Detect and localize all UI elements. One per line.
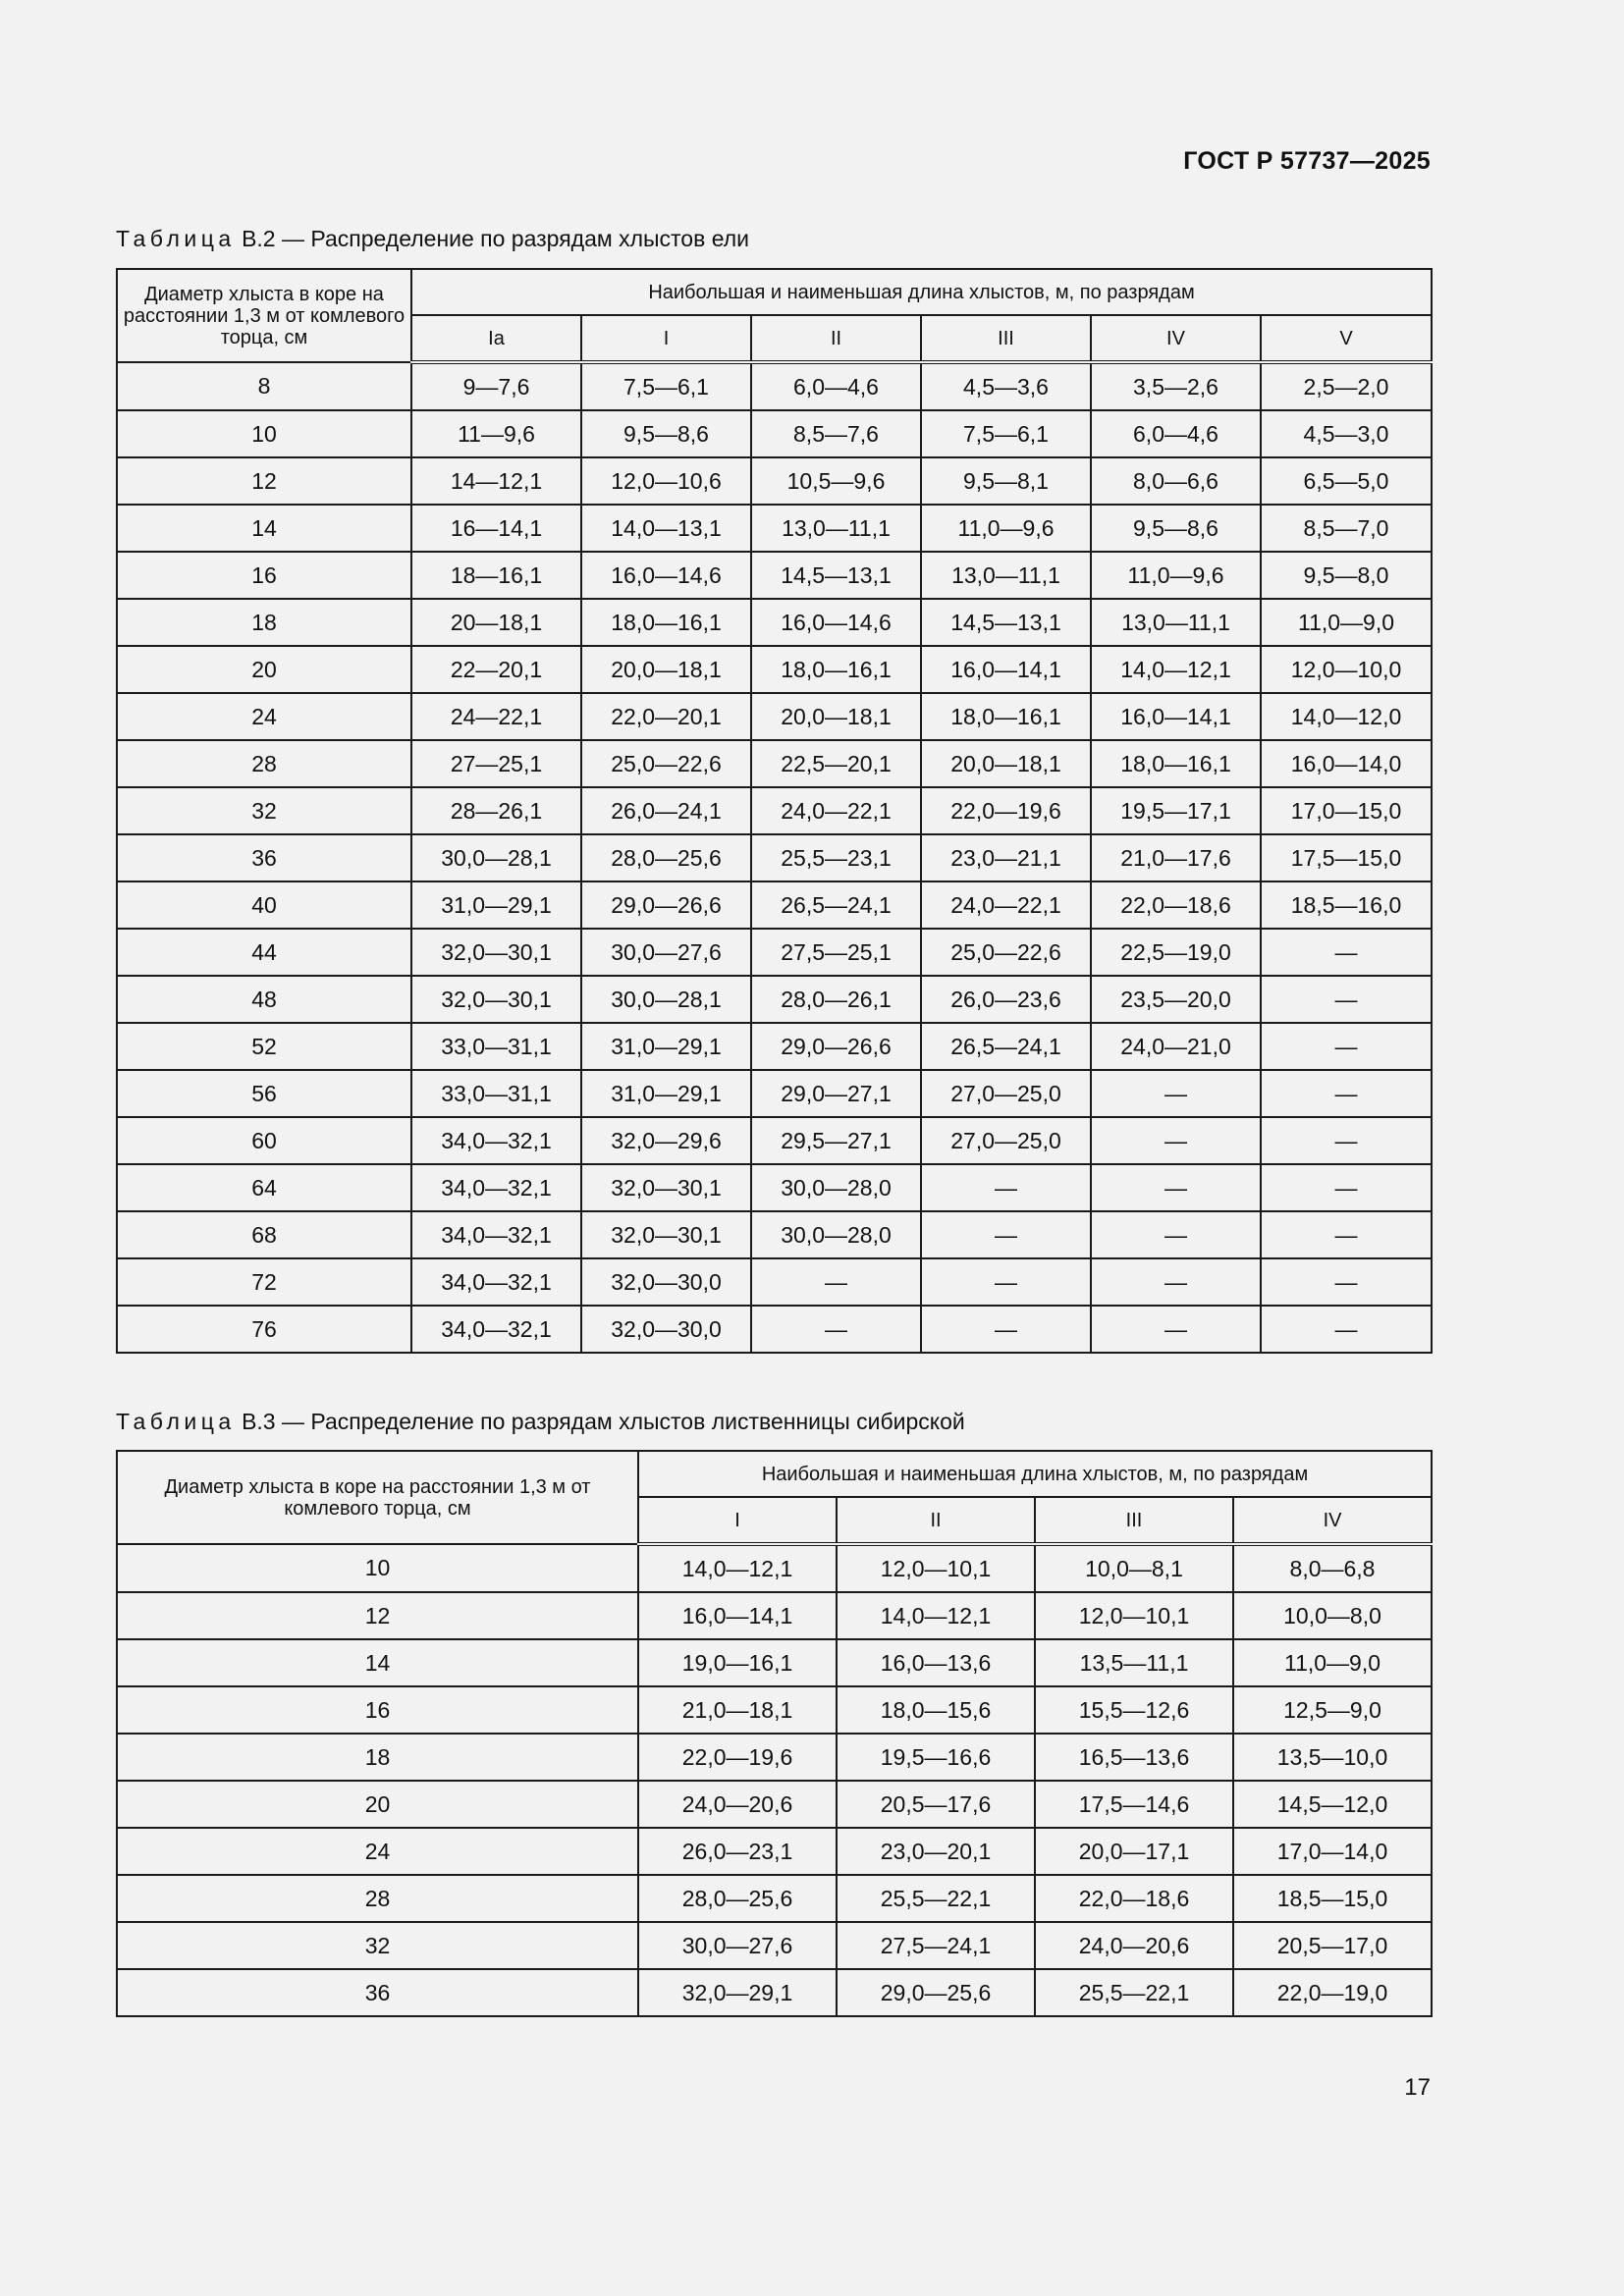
length-range-cell: 16,0—14,6 bbox=[751, 599, 921, 646]
length-range-cell: 20,0—17,1 bbox=[1035, 1828, 1233, 1875]
length-range-cell: 22,0—20,1 bbox=[581, 693, 751, 740]
length-range-cell: 33,0—31,1 bbox=[411, 1070, 581, 1117]
class-header-v: V bbox=[1261, 315, 1432, 362]
length-range-cell: 31,0—29,1 bbox=[581, 1070, 751, 1117]
table-b3-body bbox=[117, 1544, 1432, 2016]
diameter-cell: 32 bbox=[117, 1922, 638, 1969]
diameter-cell: 20 bbox=[117, 646, 411, 693]
length-range-cell: — bbox=[1091, 1306, 1261, 1353]
diameter-cell: 18 bbox=[117, 1734, 638, 1781]
diameter-cell: 8 bbox=[117, 362, 411, 410]
length-range-cell: 32,0—30,0 bbox=[581, 1258, 751, 1306]
table-row bbox=[117, 787, 1432, 834]
length-range-cell: 33,0—31,1 bbox=[411, 1023, 581, 1070]
table-row bbox=[117, 1875, 1432, 1922]
length-range-cell: 13,5—11,1 bbox=[1035, 1639, 1233, 1686]
length-range-cell: 28,0—26,1 bbox=[751, 976, 921, 1023]
page-number: 17 bbox=[1404, 2074, 1431, 2101]
diameter-cell: 44 bbox=[117, 929, 411, 976]
table-row bbox=[117, 1781, 1432, 1828]
length-range-cell: 27,5—24,1 bbox=[837, 1922, 1035, 1969]
length-range-cell: — bbox=[751, 1306, 921, 1353]
diameter-cell: 56 bbox=[117, 1070, 411, 1117]
table-row bbox=[117, 1592, 1432, 1639]
length-range-cell: 18,5—15,0 bbox=[1233, 1875, 1432, 1922]
table-row bbox=[117, 1258, 1432, 1306]
length-range-cell: 18,5—16,0 bbox=[1261, 881, 1432, 929]
length-range-cell: 16—14,1 bbox=[411, 505, 581, 552]
diameter-cell: 28 bbox=[117, 1875, 638, 1922]
length-range-cell: — bbox=[1261, 1117, 1432, 1164]
length-range-cell: 16,5—13,6 bbox=[1035, 1734, 1233, 1781]
length-range-cell: — bbox=[1091, 1211, 1261, 1258]
table-row bbox=[117, 929, 1432, 976]
class-header-ia: Ia bbox=[411, 315, 581, 362]
length-range-cell: 8,5—7,0 bbox=[1261, 505, 1432, 552]
length-range-cell: 20,0—18,1 bbox=[921, 740, 1091, 787]
diameter-column-header: Диаметр хлыста в коре на расстоянии 1,3 м от комлевого торца, см bbox=[117, 269, 411, 362]
diameter-cell: 68 bbox=[117, 1211, 411, 1258]
table-b3 bbox=[116, 1450, 1433, 2017]
length-range-cell: 10,0—8,0 bbox=[1233, 1592, 1432, 1639]
table-row bbox=[117, 834, 1432, 881]
length-range-cell: 11,0—9,0 bbox=[1233, 1639, 1432, 1686]
length-range-cell: 14,0—13,1 bbox=[581, 505, 751, 552]
length-range-cell: 16,0—14,6 bbox=[581, 552, 751, 599]
table-row bbox=[117, 410, 1432, 457]
length-range-cell: 17,5—15,0 bbox=[1261, 834, 1432, 881]
length-range-cell: — bbox=[921, 1258, 1091, 1306]
length-range-cell: — bbox=[921, 1164, 1091, 1211]
length-range-cell: 25,5—22,1 bbox=[837, 1875, 1035, 1922]
length-range-cell: 24,0—20,6 bbox=[638, 1781, 837, 1828]
length-range-cell: 28—26,1 bbox=[411, 787, 581, 834]
length-range-cell: 30,0—28,0 bbox=[751, 1164, 921, 1211]
length-range-cell: 9,5—8,0 bbox=[1261, 552, 1432, 599]
length-range-cell: 17,0—14,0 bbox=[1233, 1828, 1432, 1875]
length-range-cell: 22,0—18,6 bbox=[1035, 1875, 1233, 1922]
length-range-cell: — bbox=[921, 1306, 1091, 1353]
length-range-cell: 23,5—20,0 bbox=[1091, 976, 1261, 1023]
table-row bbox=[117, 1969, 1432, 2016]
table-row bbox=[117, 1686, 1432, 1734]
length-range-cell: 25,5—23,1 bbox=[751, 834, 921, 881]
length-range-cell: 12,0—10,0 bbox=[1261, 646, 1432, 693]
length-range-cell: 27,0—25,0 bbox=[921, 1117, 1091, 1164]
table-b3-caption-label: Таблица bbox=[116, 1409, 236, 1434]
diameter-column-header: Диаметр хлыста в коре на расстоянии 1,3 м от комлевого торца, см bbox=[117, 1451, 638, 1544]
length-range-cell: 8,5—7,6 bbox=[751, 410, 921, 457]
diameter-cell: 10 bbox=[117, 1544, 638, 1592]
length-range-cell: 30,0—28,1 bbox=[581, 976, 751, 1023]
table-row bbox=[117, 599, 1432, 646]
length-range-cell: 14,5—13,1 bbox=[921, 599, 1091, 646]
length-range-cell: 32,0—30,1 bbox=[411, 929, 581, 976]
length-range-cell: 32,0—30,1 bbox=[581, 1211, 751, 1258]
length-range-cell: 26,0—23,6 bbox=[921, 976, 1091, 1023]
table-row bbox=[117, 1639, 1432, 1686]
length-range-cell: 21,0—18,1 bbox=[638, 1686, 837, 1734]
table-b2-body bbox=[117, 362, 1432, 1353]
length-range-cell: 22,0—19,0 bbox=[1233, 1969, 1432, 2016]
length-range-cell: 18,0—15,6 bbox=[837, 1686, 1035, 1734]
length-range-cell: 14,0—12,1 bbox=[837, 1592, 1035, 1639]
length-range-cell: 9—7,6 bbox=[411, 362, 581, 410]
class-header-iii: III bbox=[921, 315, 1091, 362]
length-range-cell: 29,0—25,6 bbox=[837, 1969, 1035, 2016]
diameter-cell: 16 bbox=[117, 552, 411, 599]
table-b3-caption-text: В.3 — Распределение по разрядам хлыстов лиственницы сибирской bbox=[235, 1409, 965, 1434]
length-group-header: Наибольшая и наименьшая длина хлыстов, м, по разрядам bbox=[638, 1451, 1432, 1497]
length-range-cell: 30,0—28,1 bbox=[411, 834, 581, 881]
table-row bbox=[117, 646, 1432, 693]
length-range-cell: 29,5—27,1 bbox=[751, 1117, 921, 1164]
length-range-cell: 24,0—22,1 bbox=[751, 787, 921, 834]
table-b2 bbox=[116, 268, 1433, 1354]
length-range-cell: 16,0—13,6 bbox=[837, 1639, 1035, 1686]
length-range-cell: 26,5—24,1 bbox=[921, 1023, 1091, 1070]
length-range-cell: 14,5—13,1 bbox=[751, 552, 921, 599]
diameter-cell: 32 bbox=[117, 787, 411, 834]
table-row bbox=[117, 1922, 1432, 1969]
diameter-cell: 18 bbox=[117, 599, 411, 646]
length-range-cell: 13,0—11,1 bbox=[921, 552, 1091, 599]
length-range-cell: 18,0—16,1 bbox=[1091, 740, 1261, 787]
length-range-cell: 24,0—22,1 bbox=[921, 881, 1091, 929]
length-range-cell: 31,0—29,1 bbox=[581, 1023, 751, 1070]
length-range-cell: 18,0—16,1 bbox=[751, 646, 921, 693]
length-range-cell: 34,0—32,1 bbox=[411, 1211, 581, 1258]
diameter-cell: 10 bbox=[117, 410, 411, 457]
table-row bbox=[117, 1211, 1432, 1258]
length-range-cell: 23,0—21,1 bbox=[921, 834, 1091, 881]
length-range-cell: 4,5—3,0 bbox=[1261, 410, 1432, 457]
length-range-cell: 16,0—14,1 bbox=[638, 1592, 837, 1639]
length-range-cell: 29,0—27,1 bbox=[751, 1070, 921, 1117]
length-range-cell: — bbox=[1261, 1258, 1432, 1306]
length-range-cell: — bbox=[1261, 1164, 1432, 1211]
length-range-cell: 8,0—6,8 bbox=[1233, 1544, 1432, 1592]
table-b3-caption bbox=[116, 1409, 965, 1435]
table-row bbox=[117, 1544, 1432, 1592]
length-range-cell: — bbox=[1091, 1070, 1261, 1117]
table-row bbox=[117, 1117, 1432, 1164]
length-range-cell: 12,0—10,1 bbox=[837, 1544, 1035, 1592]
diameter-cell: 76 bbox=[117, 1306, 411, 1353]
length-range-cell: 32,0—29,6 bbox=[581, 1117, 751, 1164]
length-range-cell: 25,0—22,6 bbox=[921, 929, 1091, 976]
table-b2-caption bbox=[116, 226, 749, 252]
length-range-cell: — bbox=[1261, 1023, 1432, 1070]
class-header-ii: II bbox=[837, 1497, 1035, 1544]
length-range-cell: 19,5—17,1 bbox=[1091, 787, 1261, 834]
class-header-iii: III bbox=[1035, 1497, 1233, 1544]
table-b2-caption-text: В.2 — Распределение по разрядам хлыстов ели bbox=[235, 226, 750, 251]
length-range-cell: 30,0—28,0 bbox=[751, 1211, 921, 1258]
length-range-cell: 17,5—14,6 bbox=[1035, 1781, 1233, 1828]
length-range-cell: 13,0—11,1 bbox=[1091, 599, 1261, 646]
length-range-cell: 26,5—24,1 bbox=[751, 881, 921, 929]
length-range-cell: 22,0—19,6 bbox=[921, 787, 1091, 834]
length-range-cell: — bbox=[1261, 976, 1432, 1023]
length-range-cell: 15,5—12,6 bbox=[1035, 1686, 1233, 1734]
length-range-cell: 21,0—17,6 bbox=[1091, 834, 1261, 881]
length-range-cell: 22,0—19,6 bbox=[638, 1734, 837, 1781]
length-range-cell: 13,5—10,0 bbox=[1233, 1734, 1432, 1781]
length-range-cell: 8,0—6,6 bbox=[1091, 457, 1261, 505]
diameter-cell: 28 bbox=[117, 740, 411, 787]
length-range-cell: 25,5—22,1 bbox=[1035, 1969, 1233, 2016]
length-range-cell: 12,5—9,0 bbox=[1233, 1686, 1432, 1734]
length-range-cell: 26,0—24,1 bbox=[581, 787, 751, 834]
length-range-cell: 22,5—19,0 bbox=[1091, 929, 1261, 976]
table-row bbox=[117, 552, 1432, 599]
length-range-cell: 32,0—30,1 bbox=[581, 1164, 751, 1211]
length-range-cell: 32,0—30,0 bbox=[581, 1306, 751, 1353]
length-range-cell: 7,5—6,1 bbox=[921, 410, 1091, 457]
diameter-cell: 24 bbox=[117, 693, 411, 740]
length-range-cell: 14,5—12,0 bbox=[1233, 1781, 1432, 1828]
length-range-cell: 17,0—15,0 bbox=[1261, 787, 1432, 834]
length-range-cell: 9,5—8,1 bbox=[921, 457, 1091, 505]
table-row bbox=[117, 505, 1432, 552]
length-range-cell: 9,5—8,6 bbox=[581, 410, 751, 457]
table-row bbox=[117, 1164, 1432, 1211]
class-header-i: I bbox=[581, 315, 751, 362]
length-range-cell: 10,5—9,6 bbox=[751, 457, 921, 505]
length-range-cell: 11,0—9,0 bbox=[1261, 599, 1432, 646]
length-range-cell: 24,0—21,0 bbox=[1091, 1023, 1261, 1070]
length-range-cell: 6,0—4,6 bbox=[751, 362, 921, 410]
length-range-cell: 22,0—18,6 bbox=[1091, 881, 1261, 929]
length-range-cell: 18,0—16,1 bbox=[921, 693, 1091, 740]
length-range-cell: — bbox=[751, 1258, 921, 1306]
length-range-cell: 31,0—29,1 bbox=[411, 881, 581, 929]
length-range-cell: 6,0—4,6 bbox=[1091, 410, 1261, 457]
length-range-cell: 10,0—8,1 bbox=[1035, 1544, 1233, 1592]
diameter-cell: 36 bbox=[117, 1969, 638, 2016]
table-row bbox=[117, 976, 1432, 1023]
length-range-cell: 24,0—20,6 bbox=[1035, 1922, 1233, 1969]
length-range-cell: 34,0—32,1 bbox=[411, 1258, 581, 1306]
length-range-cell: 27,5—25,1 bbox=[751, 929, 921, 976]
length-range-cell: 22—20,1 bbox=[411, 646, 581, 693]
length-group-header: Наибольшая и наименьшая длина хлыстов, м, по разрядам bbox=[411, 269, 1432, 315]
length-range-cell: 14,0—12,1 bbox=[638, 1544, 837, 1592]
length-range-cell: 20,0—18,1 bbox=[581, 646, 751, 693]
length-range-cell: 20,5—17,0 bbox=[1233, 1922, 1432, 1969]
document-id: ГОСТ Р 57737—2025 bbox=[1183, 147, 1431, 175]
length-range-cell: 11,0—9,6 bbox=[1091, 552, 1261, 599]
length-range-cell: 14—12,1 bbox=[411, 457, 581, 505]
length-range-cell: 34,0—32,1 bbox=[411, 1306, 581, 1353]
length-range-cell: — bbox=[1261, 1070, 1432, 1117]
class-header-ii: II bbox=[751, 315, 921, 362]
table-row bbox=[117, 740, 1432, 787]
length-range-cell: — bbox=[1091, 1164, 1261, 1211]
length-range-cell: 13,0—11,1 bbox=[751, 505, 921, 552]
class-header-iv: IV bbox=[1091, 315, 1261, 362]
diameter-cell: 72 bbox=[117, 1258, 411, 1306]
length-range-cell: 14,0—12,1 bbox=[1091, 646, 1261, 693]
length-range-cell: 16,0—14,1 bbox=[921, 646, 1091, 693]
table-row bbox=[117, 693, 1432, 740]
length-range-cell: 19,0—16,1 bbox=[638, 1639, 837, 1686]
table-row bbox=[117, 1828, 1432, 1875]
length-range-cell: — bbox=[1261, 929, 1432, 976]
length-range-cell: 7,5—6,1 bbox=[581, 362, 751, 410]
table-row bbox=[117, 362, 1432, 410]
table-b2-caption-label: Таблица bbox=[116, 226, 236, 251]
diameter-cell: 40 bbox=[117, 881, 411, 929]
diameter-cell: 12 bbox=[117, 1592, 638, 1639]
diameter-cell: 52 bbox=[117, 1023, 411, 1070]
table-row bbox=[117, 881, 1432, 929]
length-range-cell: — bbox=[1261, 1211, 1432, 1258]
length-range-cell: 32,0—30,1 bbox=[411, 976, 581, 1023]
length-range-cell: — bbox=[1261, 1306, 1432, 1353]
diameter-cell: 20 bbox=[117, 1781, 638, 1828]
table-row bbox=[117, 1023, 1432, 1070]
length-range-cell: 4,5—3,6 bbox=[921, 362, 1091, 410]
length-range-cell: 29,0—26,6 bbox=[581, 881, 751, 929]
diameter-cell: 12 bbox=[117, 457, 411, 505]
length-range-cell: 20,5—17,6 bbox=[837, 1781, 1035, 1828]
table-row bbox=[117, 457, 1432, 505]
length-range-cell: 9,5—8,6 bbox=[1091, 505, 1261, 552]
length-range-cell: 34,0—32,1 bbox=[411, 1117, 581, 1164]
length-range-cell: 26,0—23,1 bbox=[638, 1828, 837, 1875]
length-range-cell: 27,0—25,0 bbox=[921, 1070, 1091, 1117]
diameter-cell: 36 bbox=[117, 834, 411, 881]
table-row bbox=[117, 1306, 1432, 1353]
length-range-cell: 19,5—16,6 bbox=[837, 1734, 1035, 1781]
length-range-cell: 12,0—10,1 bbox=[1035, 1592, 1233, 1639]
length-range-cell: 29,0—26,6 bbox=[751, 1023, 921, 1070]
length-range-cell: 30,0—27,6 bbox=[638, 1922, 837, 1969]
table-row bbox=[117, 1070, 1432, 1117]
length-range-cell: 27—25,1 bbox=[411, 740, 581, 787]
length-range-cell: 18—16,1 bbox=[411, 552, 581, 599]
table-row bbox=[117, 1734, 1432, 1781]
length-range-cell: 3,5—2,6 bbox=[1091, 362, 1261, 410]
length-range-cell: 22,5—20,1 bbox=[751, 740, 921, 787]
length-range-cell: 16,0—14,0 bbox=[1261, 740, 1432, 787]
diameter-cell: 60 bbox=[117, 1117, 411, 1164]
length-range-cell: 24—22,1 bbox=[411, 693, 581, 740]
length-range-cell: 28,0—25,6 bbox=[581, 834, 751, 881]
length-range-cell: 11—9,6 bbox=[411, 410, 581, 457]
length-range-cell: 14,0—12,0 bbox=[1261, 693, 1432, 740]
length-range-cell: 32,0—29,1 bbox=[638, 1969, 837, 2016]
length-range-cell: 6,5—5,0 bbox=[1261, 457, 1432, 505]
class-header-iv: IV bbox=[1233, 1497, 1432, 1544]
length-range-cell: 20—18,1 bbox=[411, 599, 581, 646]
length-range-cell: 34,0—32,1 bbox=[411, 1164, 581, 1211]
length-range-cell: — bbox=[1091, 1258, 1261, 1306]
length-range-cell: 16,0—14,1 bbox=[1091, 693, 1261, 740]
length-range-cell: 25,0—22,6 bbox=[581, 740, 751, 787]
diameter-cell: 14 bbox=[117, 1639, 638, 1686]
length-range-cell: — bbox=[1091, 1117, 1261, 1164]
length-range-cell: 2,5—2,0 bbox=[1261, 362, 1432, 410]
length-range-cell: 20,0—18,1 bbox=[751, 693, 921, 740]
diameter-cell: 64 bbox=[117, 1164, 411, 1211]
length-range-cell: 28,0—25,6 bbox=[638, 1875, 837, 1922]
length-range-cell: 11,0—9,6 bbox=[921, 505, 1091, 552]
length-range-cell: 18,0—16,1 bbox=[581, 599, 751, 646]
diameter-cell: 48 bbox=[117, 976, 411, 1023]
length-range-cell: 23,0—20,1 bbox=[837, 1828, 1035, 1875]
diameter-cell: 24 bbox=[117, 1828, 638, 1875]
diameter-cell: 16 bbox=[117, 1686, 638, 1734]
length-range-cell: — bbox=[921, 1211, 1091, 1258]
diameter-cell: 14 bbox=[117, 505, 411, 552]
length-range-cell: 12,0—10,6 bbox=[581, 457, 751, 505]
length-range-cell: 30,0—27,6 bbox=[581, 929, 751, 976]
class-header-i: I bbox=[638, 1497, 837, 1544]
